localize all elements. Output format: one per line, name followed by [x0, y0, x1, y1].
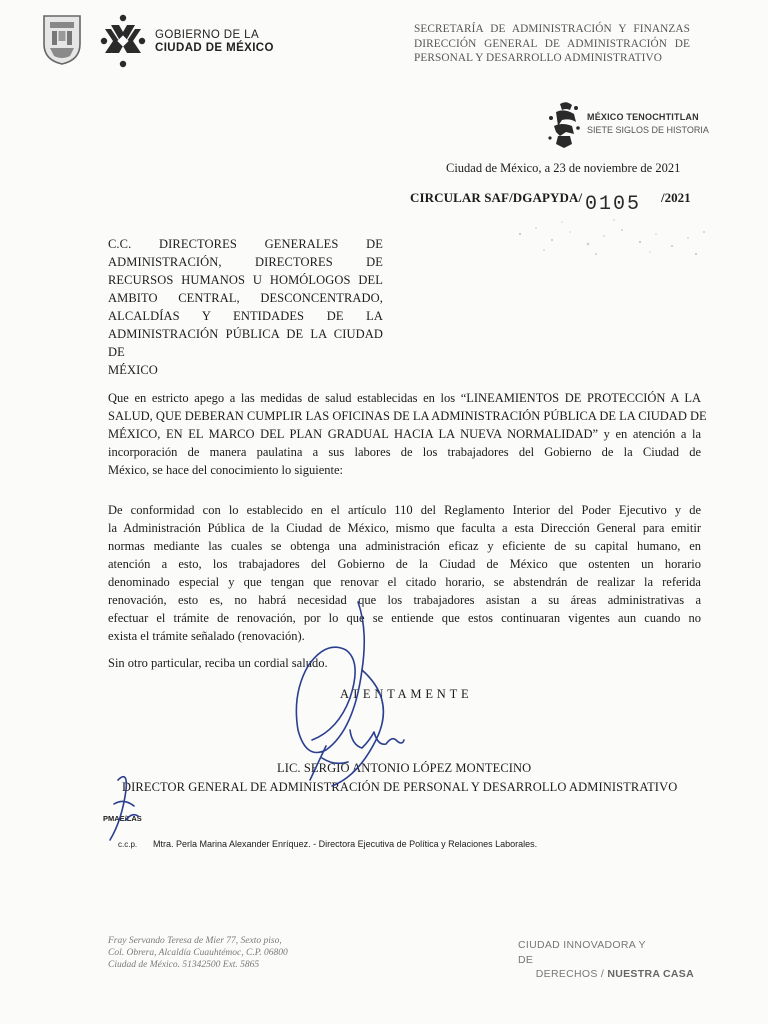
paragraph-line: denominado especial y que tengan que renovar el citado horario, se abstendrán de realizar la referida [108, 575, 701, 589]
secretaria-line: DIRECCIÓN GENERAL DE ADMINISTRACIÓN DE [414, 37, 690, 50]
paragraph-1 [108, 389, 707, 479]
tenochtitlan-line-2: SIETE SIGLOS DE HISTORIA [587, 125, 709, 135]
cdmx-shield-icon [42, 14, 82, 66]
paragraph-line: incorporación de manera paulatina a sus labores de los trabajadores del Gobierno de la Ciudad de [108, 445, 701, 459]
paragraph-line: Que en estricto apego a las medidas de salud establecidas en los “LINEAMIENTOS DE PROTECCIÓN A LA [108, 391, 701, 405]
paragraph-line: atención a esto, los trabajadores del Gobierno de la Ciudad de México que ostenten un horario [108, 557, 701, 571]
signer-title: DIRECTOR GENERAL DE ADMINISTRACIÓN DE PERSONAL Y DESARROLLO ADMINISTRATIVO [122, 780, 678, 794]
paragraph-line: México, se hace del conocimiento lo siguiente: [108, 463, 343, 477]
closing-line: Sin otro particular, reciba un cordial saludo. [108, 656, 328, 670]
paragraph-line: renovación, esto es, no habrá necesidad que los trabajadores asistan a su áreas administrativas a [108, 593, 701, 607]
cdmx-logo-icon [99, 13, 147, 69]
secretaria-line: SECRETARÍA DE ADMINISTRACIÓN Y FINANZAS [414, 23, 690, 35]
addressee-line: RECURSOS HUMANOS U HOMÓLOGOS DEL [108, 273, 383, 287]
letter-date: Ciudad de México, a 23 de noviembre de 2021 [446, 161, 681, 175]
secretaria-heading [414, 22, 690, 66]
footer-slogan [504, 938, 694, 982]
ccp-recipient: Mtra. Perla Marina Alexander Enríquez. - Directora Ejecutiva de Política y Relaciones Laborales. [153, 839, 538, 849]
paragraph-line: exista el trámite señalado (renovación). [108, 629, 305, 643]
initials: PMAE/LAS [103, 814, 142, 823]
tenochtitlan-line-1: MÉXICO TENOCHTITLAN [587, 112, 699, 122]
slogan-line-1: CIUDAD INNOVADORA Y DE [518, 939, 646, 966]
addressee-line: ADMINISTRACIÓN, DIRECTORES DE [108, 255, 383, 269]
addressee-line: AMBITO CENTRAL, DESCONCENTRADO, [108, 291, 383, 305]
tenochtitlan-glyph-icon [546, 100, 582, 150]
paragraph-line: efectuar el trámite de renovación, por lo que se entiende que estos continuaran vigentes aun cuando no [108, 611, 701, 625]
circular-prefix: CIRCULAR SAF/DGAPYDA/ [410, 190, 583, 205]
gov-line-2: CIUDAD DE MÉXICO [155, 42, 274, 54]
closing-paragraph [108, 654, 701, 672]
paragraph-2 [108, 501, 701, 645]
addressee-block [108, 235, 383, 379]
addressee-line: MÉXICO [108, 363, 158, 377]
addressee-line: ADMINISTRACIÓN PÚBLICA DE LA CIUDAD DE [108, 327, 383, 359]
slogan-part-b: NUESTRA CASA [607, 968, 694, 980]
ccp-label: c.c.p. [118, 840, 138, 849]
paragraph-line: De conformidad con lo establecido en el artículo 110 del Reglamento Interior del Poder Ejecutivo y de [108, 503, 701, 517]
stamp-smudge [500, 214, 718, 262]
government-name [155, 29, 274, 55]
atentamente-label: ATENTAMENTE [340, 687, 473, 701]
slogan-part-a: DERECHOS / [535, 968, 608, 980]
gov-line-1: GOBIERNO DE LA [155, 29, 260, 41]
paragraph-line: normas mediante las cuales se obtenga una administración eficaz y eficiente de su capital humano, en [108, 539, 701, 553]
signer-name: LIC. SERGIO ANTONIO LÓPEZ MONTECINO [277, 761, 532, 775]
addressee-line: C.C. DIRECTORES GENERALES DE [108, 237, 383, 251]
address-line: Ciudad de México. 51342500 Ext. 5865 [108, 960, 260, 970]
addressee-line: ALCALDÍAS Y ENTIDADES DE LA [108, 309, 383, 323]
slogan-line-2 [504, 967, 694, 982]
address-line: Fray Servando Teresa de Mier 77, Sexto piso, [108, 936, 282, 946]
footer-address [108, 935, 288, 971]
circular-year: /2021 [661, 190, 691, 205]
paragraph-line: la Administración Pública de la Ciudad de México, mismo que faculta a esta Dirección General para emitir [108, 521, 701, 535]
address-line: Col. Obrera, Alcaldía Cuauhtémoc, C.P. 06800 [108, 948, 288, 958]
tenochtitlan-legend [587, 111, 709, 137]
circular-number: 0105 [585, 193, 642, 216]
secretaria-line: PERSONAL Y DESARROLLO ADMINISTRATIVO [414, 52, 663, 64]
paragraph-line: MÉXICO, EN EL MARCO DEL PLAN GRADUAL HACIA LA NUEVA NORMALIDAD” y en atención a la [108, 427, 701, 441]
paragraph-line: SALUD, QUE DEBERAN CUMPLIR LAS OFICINAS DE LA ADMINISTRACIÓN PÚBLICA DE LA CIUDAD DE [108, 409, 707, 423]
